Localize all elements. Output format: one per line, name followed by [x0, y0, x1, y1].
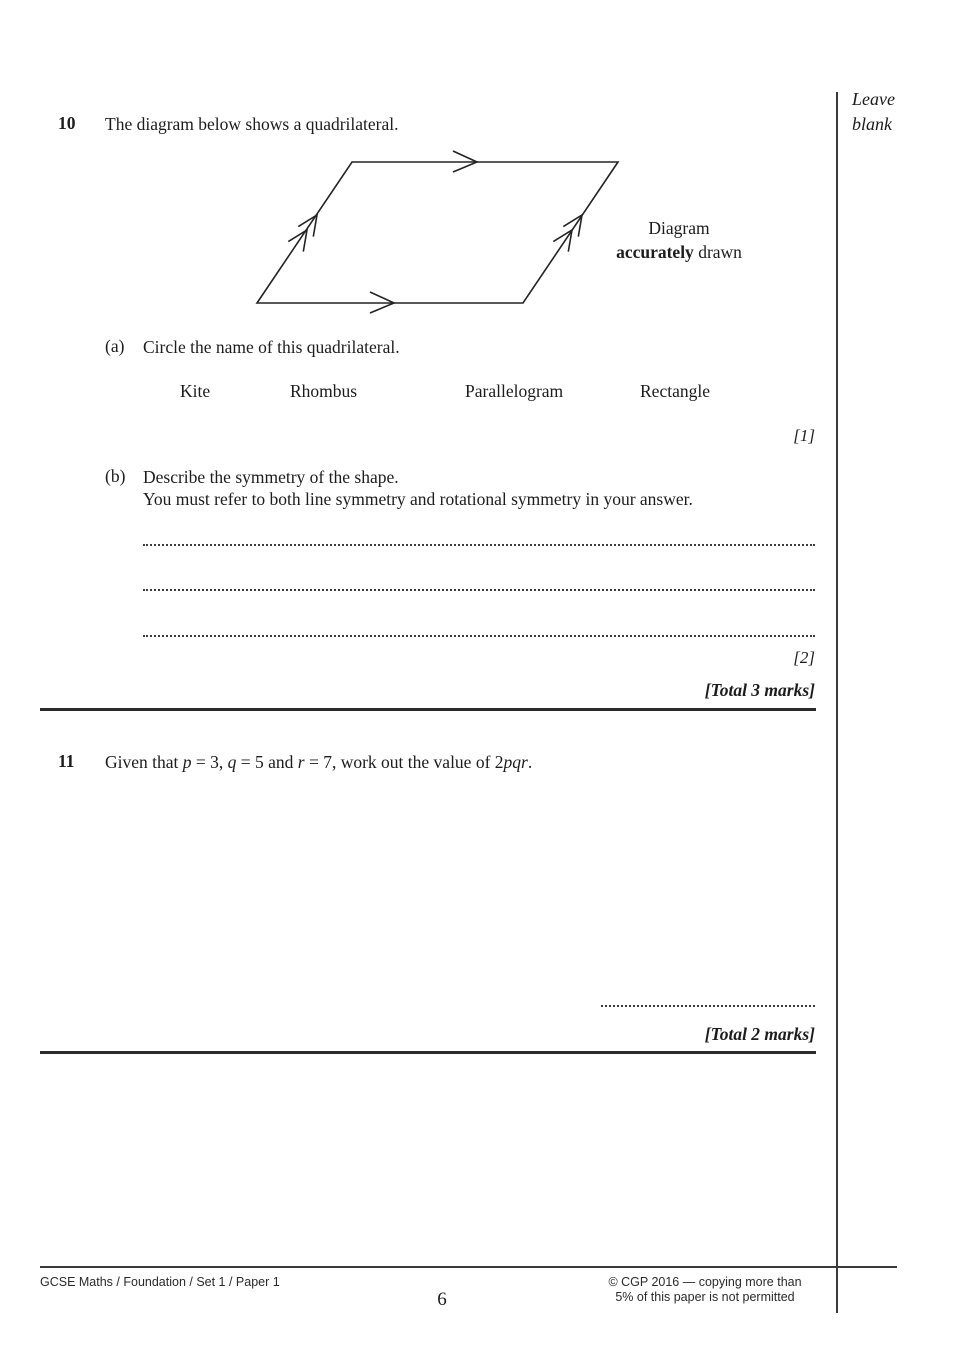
- footer-copyright-line2: 5% of this paper is not permitted: [615, 1290, 795, 1304]
- footer-doc-ref: GCSE Maths / Foundation / Set 1 / Paper 1: [40, 1275, 280, 1289]
- page-number: 6: [437, 1289, 447, 1310]
- q10a-marks: [1]: [793, 426, 815, 445]
- answer-line: [143, 635, 815, 637]
- answer-line: [143, 544, 815, 546]
- q10-number: 10: [58, 113, 76, 133]
- q10b-prompt-line1: Describe the symmetry of the shape.: [143, 467, 399, 487]
- diagram-caption-line1: Diagram: [648, 218, 710, 238]
- q10b-label: (b): [105, 466, 126, 486]
- footer-copyright-line1: © CGP 2016 — copying more than: [608, 1275, 802, 1289]
- leave-blank-line1: Leave: [852, 89, 895, 109]
- q11-prompt: Given that p = 3, q = 5 and r = 7, work out the value of 2pqr.: [105, 752, 533, 772]
- parallelogram-outline: [257, 162, 618, 303]
- option-parallelogram: Parallelogram: [465, 381, 564, 401]
- q10a-label: (a): [105, 336, 125, 356]
- q10-prompt: The diagram below shows a quadrilateral.: [105, 114, 399, 134]
- option-rectangle: Rectangle: [640, 381, 710, 401]
- parallelogram-diagram: [230, 140, 650, 325]
- leave-blank-line2: blank: [852, 114, 892, 134]
- q10b-prompt: [143, 466, 693, 510]
- question-divider-rule: [40, 1051, 816, 1054]
- q10b-marks: [2]: [793, 648, 815, 667]
- question-divider-rule: [40, 708, 816, 711]
- diagram-caption: [604, 216, 754, 264]
- answer-line: [601, 1005, 815, 1007]
- footer-rule: [40, 1266, 897, 1268]
- footer-copyright: [598, 1275, 812, 1305]
- leave-blank-label: [852, 87, 895, 137]
- q10b-prompt-line2: You must refer to both line symmetry and rotational symmetry in your answer.: [143, 489, 693, 509]
- diagram-caption-line2: accurately drawn: [616, 242, 742, 262]
- option-rhombus: Rhombus: [290, 381, 358, 401]
- option-kite: Kite: [180, 381, 211, 401]
- q10-total-marks: [Total 3 marks]: [704, 680, 815, 700]
- answer-line: [143, 589, 815, 591]
- margin-divider-rule: [836, 92, 838, 1313]
- q11-number: 11: [58, 751, 75, 771]
- q11-total-marks: [Total 2 marks]: [704, 1024, 815, 1044]
- q10a-prompt: Circle the name of this quadrilateral.: [143, 337, 400, 357]
